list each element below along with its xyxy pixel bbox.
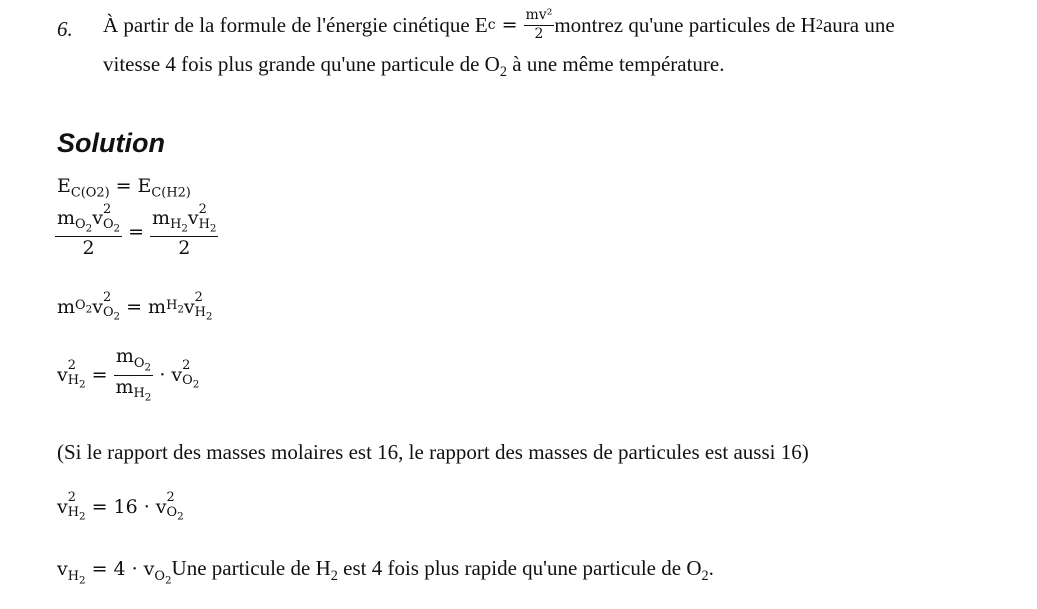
equation-energy-equality: $E_{C(O2)} = E_{C(H2)}$: [57, 175, 191, 201]
equation-mass-velocity: m $O_2$ v 2 $O_2$ = m $H_2$ v 2 $H_2$: [57, 290, 213, 323]
solution-title: Solution: [57, 128, 165, 158]
kinetic-energy-fraction: $\frac{\text{mv²}}{2}$: [525, 7, 553, 42]
equation-velocity-ratio: v 2 $H_2$ = $\frac{m_{O_2}}{m_{H_2}}$ · v 2 $O_2$: [57, 345, 200, 404]
equation-velocity-squared: v 2 $H_2$ = 16 · v 2 $O_2$: [57, 490, 184, 523]
question-line-1: À partir de la formule de l'énergie cinétique E c = $\frac{\text{mv²}}{2}$ montrez qu'une particules de H 2 aura une: [103, 7, 895, 42]
conclusion-text: Une particule de $H_2$ est 4 fois plus rapide qu'une particule de $O_2$.: [171, 556, 714, 584]
question-number: 6.: [57, 17, 73, 41]
mass-ratio-note: (Si le rapport des masses molaires est 16, le rapport des masses de particules est aussi 16): [57, 440, 809, 464]
question-line-2: vitesse 4 fois plus grande qu'une particule de $O_2$ à une même température.: [103, 52, 725, 80]
equation-fractions: $m_{O_2}v$ 2 $O_2$ 2 = $m_{H_2}v$ 2 $H_2$ 2: [57, 202, 217, 260]
final-result-line: $v_{H_2}= 4 \cdot v_{O_2}$ Une particule de $H_2$ est 4 fois plus rapide qu'une particule de $O_2$.: [57, 556, 714, 587]
